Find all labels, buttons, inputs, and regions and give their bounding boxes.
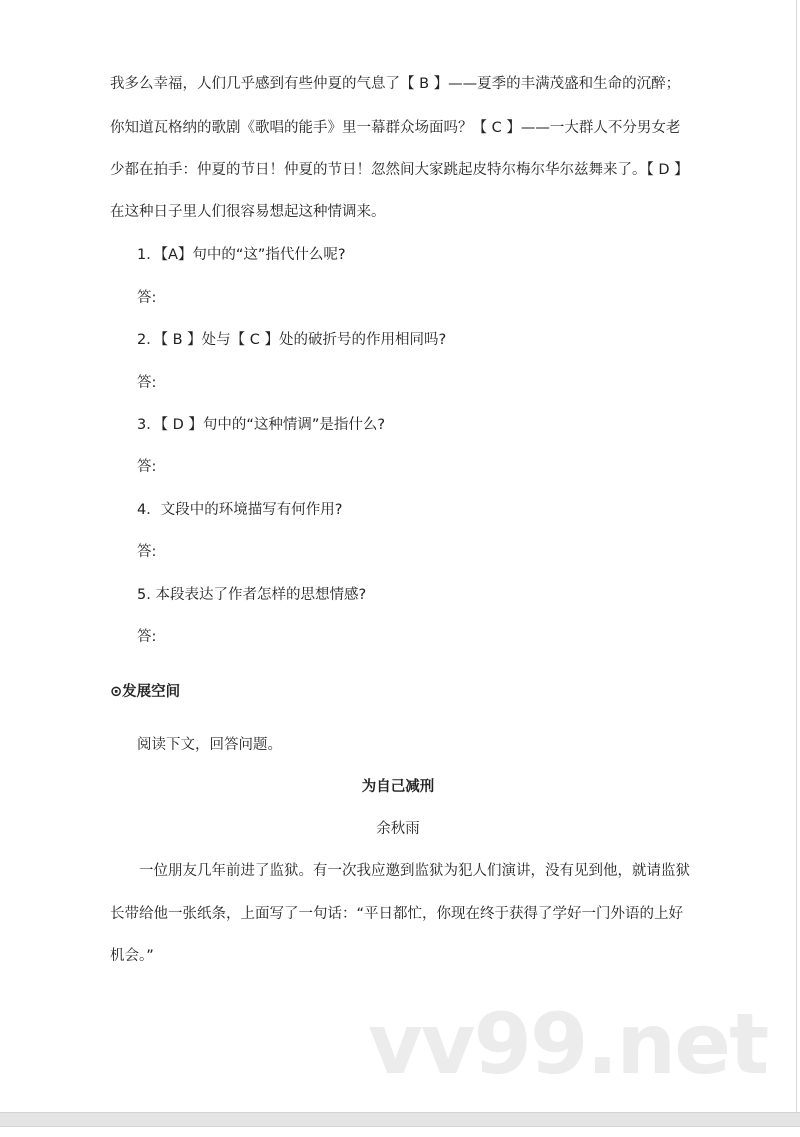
passage-line: 我多么幸福，人们几乎感到有些仲夏的气息了【 B 】——夏季的丰满茂盛和生命的沉醉； bbox=[110, 76, 681, 92]
section-heading: ⊙发展空间 bbox=[110, 684, 181, 700]
article-line: 一位朋友几年前进了监狱。有一次我应邀到监狱为犯人们演讲，没有见到他，就请监狱 bbox=[139, 863, 690, 879]
passage-line: 在这种日子里人们很容易想起这种情调来。 bbox=[110, 204, 386, 220]
answer-2: 答: bbox=[137, 375, 157, 391]
answer-4: 答: bbox=[137, 544, 157, 560]
answer-3: 答: bbox=[137, 459, 157, 475]
answer-5: 答: bbox=[137, 629, 157, 645]
question-2: 2．【 B 】处与【 C 】处的破折号的作用相同吗? bbox=[137, 332, 447, 348]
watermark: vv99.net bbox=[368, 995, 768, 1093]
question-4: 4．文段中的环境描写有何作用? bbox=[137, 502, 343, 518]
question-1: 1．【A】句中的“这”指代什么呢? bbox=[137, 247, 346, 263]
passage-line: 你知道瓦格纳的歌剧《歌唱的能手》里一幕群众场面吗？【 C 】——一大群人不分男女老 bbox=[110, 120, 681, 136]
question-3: 3．【 D 】句中的“这种情调”是指什么? bbox=[137, 417, 386, 433]
instruction: 阅读下文，回答问题。 bbox=[137, 737, 282, 753]
page-separator bbox=[0, 1112, 800, 1127]
article-title: 为自己减刑 bbox=[361, 779, 435, 795]
article-line: 机会。” bbox=[110, 948, 154, 964]
article-line: 长带给他一张纸条，上面写了一句话：“平日都忙，你现在终于获得了学好一门外语的上好 bbox=[110, 906, 684, 922]
article-author: 余秋雨 bbox=[376, 821, 420, 837]
question-5: 5. 本段表达了作者怎样的思想情感? bbox=[137, 587, 367, 603]
answer-1: 答: bbox=[137, 290, 157, 306]
passage-line: 少都在拍手：仲夏的节日！仲夏的节日！忽然间大家跳起皮特尔梅尔华尔兹舞来了。【 D 】 bbox=[110, 162, 689, 178]
